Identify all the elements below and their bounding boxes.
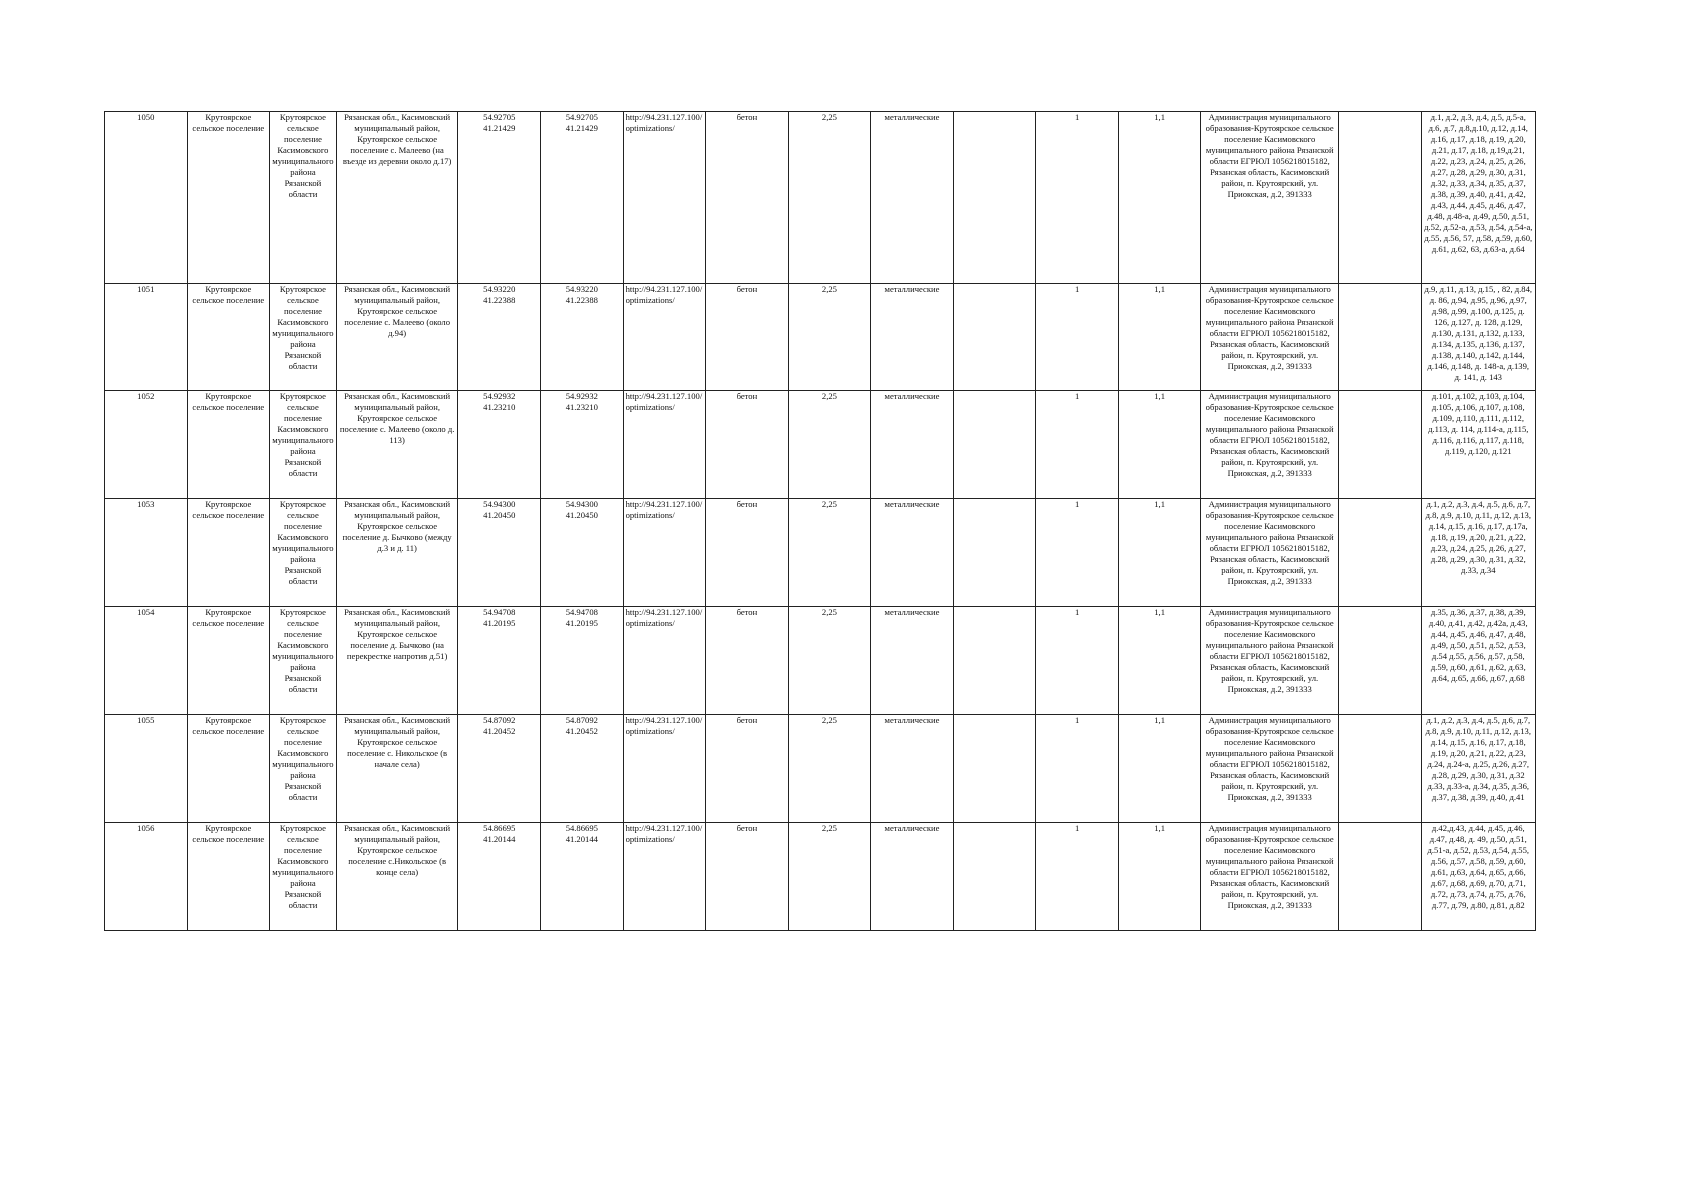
container-volume-cell: 1,1 — [1118, 284, 1201, 391]
container-count-cell: 1 — [1036, 112, 1119, 284]
settlement-cell: Крутоярское сельское поселение — [187, 391, 270, 499]
longitude: 41.20450 — [565, 510, 598, 520]
latitude: 54.87092 — [483, 715, 516, 725]
table-row — [105, 112, 1536, 284]
longitude: 41.20144 — [483, 834, 516, 844]
map-link[interactable]: http://94.231.127.100/optimizations/ — [623, 715, 706, 823]
table-row — [105, 715, 1536, 823]
owner-cell: Администрация муниципального образования-Крутоярское сельское поселение Касимовского муниципального района Рязанской области ЕГРЮЛ 1056218015182, Рязанская область, Касимовский район, п. Крутоярский, ул. Приокская, д.2, 391333 — [1201, 607, 1339, 715]
latitude: 54.92705 — [483, 112, 516, 122]
surface-cell: бетон — [706, 391, 789, 499]
municipality-cell: Крутоярское сельское поселение Касимовского муниципального района Рязанской области — [270, 284, 337, 391]
address-cell: Рязанская обл., Касимовский муниципальный район, Крутоярское сельское поселение с.Никольское (в конце села) — [336, 823, 458, 931]
surface-cell: бетон — [706, 499, 789, 607]
container-count-cell: 1 — [1036, 823, 1119, 931]
latitude: 54.93220 — [565, 284, 598, 294]
address-cell: Рязанская обл., Касимовский муниципальный район, Крутоярское сельское поселение с. Малеево (на въезде из деревни около д.17) — [336, 112, 458, 284]
sources-cell: д.1, д.2, д.3, д.4, д.5, д.6, д.7, д.8, д.9, д.10, д.11, д.12, д.13, д.14, д.15, д.16, д.17, д.18, д.19, д.20, д.21, д.22, д.23, д.24, д.24-а, д.25, д.26, д.27, д.28, д.29, д.30, д.31, д.32 д.33, д.33-а, д.34, д.35, д.36, д.37, д.38, д.39, д.40, д.41 — [1421, 715, 1535, 823]
container-type-cell: металлические — [871, 499, 954, 607]
longitude: 41.21429 — [565, 123, 598, 133]
longitude: 41.23210 — [565, 402, 598, 412]
latitude: 54.94708 — [483, 607, 516, 617]
municipality-cell: Крутоярское сельское поселение Касимовского муниципального района Рязанской области — [270, 391, 337, 499]
empty-cell — [1339, 284, 1422, 391]
coordinates-cell — [458, 499, 541, 607]
longitude: 41.22388 — [483, 295, 516, 305]
sources-cell: д.101, д.102, д.103, д.104, д.105, д.106, д.107, д.108, д.109, д.110, д.111, д.112, д.113, д. 114, д.114-а, д.115, д.116, д.116, д.117, д.118, д.119, д.120, д.121 — [1421, 391, 1535, 499]
owner-cell: Администрация муниципального образования-Крутоярское сельское поселение Касимовского муниципального района Рязанской области ЕГРЮЛ 1056218015182, Рязанская область, Касимовский район, п. Крутоярский, ул. Приокская, д.2, 391333 — [1201, 499, 1339, 607]
address-cell: Рязанская обл., Касимовский муниципальный район, Крутоярское сельское поселение д. Бычково (на перекрестке напротив д.51) — [336, 607, 458, 715]
empty-cell — [1339, 499, 1422, 607]
coordinates-cell-2 — [541, 607, 624, 715]
coordinates-cell — [458, 284, 541, 391]
settlement-cell: Крутоярское сельское поселение — [187, 823, 270, 931]
coordinates-cell-2 — [541, 823, 624, 931]
latitude: 54.87092 — [565, 715, 598, 725]
sources-cell: д.1, д.2, д.3, д.4, д.5, д.6, д.7, д.8, д.9, д.10, д.11, д.12, д.13, д.14, д.15, д.16, д.17, д.17а, д.18, д.19, д.20, д.21, д.22, д.23, д.24, д.25, д.26, д.27, д.28, д.29, д.30, д.31, д.32, д.33, д.34 — [1421, 499, 1535, 607]
municipality-cell: Крутоярское сельское поселение Касимовского муниципального района Рязанской области — [270, 112, 337, 284]
container-count-cell: 1 — [1036, 284, 1119, 391]
coordinates-cell-2 — [541, 499, 624, 607]
map-link[interactable]: http://94.231.127.100/optimizations/ — [623, 284, 706, 391]
coordinates-cell — [458, 112, 541, 284]
latitude: 54.93220 — [483, 284, 516, 294]
latitude: 54.92932 — [483, 391, 516, 401]
empty-cell — [953, 823, 1036, 931]
sources-cell: д.1, д.2, д.3, д.4, д.5, д.5-а, д.6, д.7, д.8,д.10, д.12, д.14, д.16, д.17, д.18, д.19, д.20, д.21, д.17, д.18, д.19,д.21, д.22, д.23, д.24, д.25, д.26, д.27, д.28, д.29, д.30, д.31, д.32, д.33, д.34, д.35, д.37, д.38, д.39, д.40, д.41, д.42, д.43, д.44, д.45, д.46, д.47, д.48, д.48-а, д.49, д.50, д.51, д.52, д.52-а, д.53, д.54, д.54-а, д.55, д.56, 57, д.58, д.59, д.60, д.61, д.62, 63, д.63-а, д.64 — [1421, 112, 1535, 284]
longitude: 41.20452 — [483, 726, 516, 736]
settlement-cell: Крутоярское сельское поселение — [187, 715, 270, 823]
latitude: 54.94300 — [483, 499, 516, 509]
table-row — [105, 607, 1536, 715]
longitude: 41.23210 — [483, 402, 516, 412]
container-type-cell: металлические — [871, 391, 954, 499]
longitude: 41.20195 — [565, 618, 598, 628]
table-row — [105, 823, 1536, 931]
owner-cell: Администрация муниципального образования-Крутоярское сельское поселение Касимовского муниципального района Рязанской области ЕГРЮЛ 1056218015182, Рязанская область, Касимовский район, п. Крутоярский, ул. Приокская, д.2, 391333 — [1201, 284, 1339, 391]
longitude: 41.21429 — [483, 123, 516, 133]
container-volume-cell: 1,1 — [1118, 823, 1201, 931]
longitude: 41.22388 — [565, 295, 598, 305]
surface-cell: бетон — [706, 715, 789, 823]
empty-cell — [1339, 391, 1422, 499]
area-cell: 2,25 — [788, 607, 871, 715]
latitude: 54.94300 — [565, 499, 598, 509]
row-id: 1050 — [105, 112, 188, 284]
map-link[interactable]: http://94.231.127.100/optimizations/ — [623, 112, 706, 284]
row-id: 1056 — [105, 823, 188, 931]
settlement-cell: Крутоярское сельское поселение — [187, 112, 270, 284]
sources-cell: д.42,д.43, д.44, д.45, д.46, д.47, д.48, д. 49, д.50, д.51, д.51-а, д.52, д.53, д.54, д.55, д.56, д.57, д.58, д.59, д.60, д.61, д.63, д.64, д.65, д.66, д.67, д.68, д.69, д.70, д.71, д.72, д.73, д.74, д.75, д.76, д.77, д.79, д.80, д.81, д.82 — [1421, 823, 1535, 931]
map-link[interactable]: http://94.231.127.100/optimizations/ — [623, 823, 706, 931]
container-count-cell: 1 — [1036, 391, 1119, 499]
owner-cell: Администрация муниципального образования-Крутоярское сельское поселение Касимовского муниципального района Рязанской области ЕГРЮЛ 1056218015182, Рязанская область, Касимовский район, п. Крутоярский, ул. Приокская, д.2, 391333 — [1201, 391, 1339, 499]
owner-cell: Администрация муниципального образования-Крутоярское сельское поселение Касимовского муниципального района Рязанской области ЕГРЮЛ 1056218015182, Рязанская область, Касимовский район, п. Крутоярский, ул. Приокская, д.2, 391333 — [1201, 823, 1339, 931]
sources-cell: д.9, д.11, д.13, д.15, , 82, д.84, д. 86, д.94, д.95, д.96, д.97, д.98, д.99, д.100, д.125, д. 126, д.127, д. 128, д.129, д.130, д.131, д.132, д.133, д.134, д.135, д.136, д.137, д.138, д.140, д.142, д.144, д.146, д.148, д. 148-а, д.139, д. 141, д. 143 — [1421, 284, 1535, 391]
row-id: 1051 — [105, 284, 188, 391]
container-type-cell: металлические — [871, 112, 954, 284]
area-cell: 2,25 — [788, 112, 871, 284]
empty-cell — [1339, 823, 1422, 931]
longitude: 41.20144 — [565, 834, 598, 844]
surface-cell: бетон — [706, 284, 789, 391]
owner-cell: Администрация муниципального образования-Крутоярское сельское поселение Касимовского муниципального района Рязанской области ЕГРЮЛ 1056218015182, Рязанская область, Касимовский район, п. Крутоярский, ул. Приокская, д.2, 391333 — [1201, 112, 1339, 284]
table-row — [105, 499, 1536, 607]
coordinates-cell-2 — [541, 391, 624, 499]
area-cell: 2,25 — [788, 391, 871, 499]
latitude: 54.94708 — [565, 607, 598, 617]
map-link[interactable]: http://94.231.127.100/optimizations/ — [623, 499, 706, 607]
address-cell: Рязанская обл., Касимовский муниципальный район, Крутоярское сельское поселение с. Малеево (около д. 113) — [336, 391, 458, 499]
coordinates-cell-2 — [541, 284, 624, 391]
empty-cell — [953, 499, 1036, 607]
address-cell: Рязанская обл., Касимовский муниципальный район, Крутоярское сельское поселение с. Никольское (в начале села) — [336, 715, 458, 823]
area-cell: 2,25 — [788, 284, 871, 391]
coordinates-cell — [458, 607, 541, 715]
container-count-cell: 1 — [1036, 499, 1119, 607]
surface-cell: бетон — [706, 112, 789, 284]
table-row — [105, 391, 1536, 499]
sources-cell: д.35, д.36, д.37, д.38, д.39, д.40, д.41, д.42, д.42а, д.43, д.44, д.45, д.46, д.47, д.48, д.49, д.50, д.51, д.52, д.53, д.54 д.55, д.56, д.57, д.58, д.59, д.60, д.61, д.62, д.63, д.64, д.65, д.66, д.67, д.68 — [1421, 607, 1535, 715]
empty-cell — [1339, 715, 1422, 823]
table-row — [105, 284, 1536, 391]
empty-cell — [953, 284, 1036, 391]
settlement-cell: Крутоярское сельское поселение — [187, 284, 270, 391]
row-id: 1055 — [105, 715, 188, 823]
container-volume-cell: 1,1 — [1118, 391, 1201, 499]
coordinates-cell-2 — [541, 112, 624, 284]
empty-cell — [953, 715, 1036, 823]
latitude: 54.86695 — [483, 823, 516, 833]
container-type-cell: металлические — [871, 284, 954, 391]
surface-cell: бетон — [706, 607, 789, 715]
coordinates-cell — [458, 823, 541, 931]
registry-table — [104, 111, 1536, 931]
longitude: 41.20195 — [483, 618, 516, 628]
settlement-cell: Крутоярское сельское поселение — [187, 499, 270, 607]
row-id: 1054 — [105, 607, 188, 715]
container-count-cell: 1 — [1036, 715, 1119, 823]
map-link[interactable]: http://94.231.127.100/optimizations/ — [623, 607, 706, 715]
empty-cell — [1339, 112, 1422, 284]
container-volume-cell: 1,1 — [1118, 715, 1201, 823]
municipality-cell: Крутоярское сельское поселение Касимовского муниципального района Рязанской области — [270, 823, 337, 931]
settlement-cell: Крутоярское сельское поселение — [187, 607, 270, 715]
address-cell: Рязанская обл., Касимовский муниципальный район, Крутоярское сельское поселение с. Малеево (около д.94) — [336, 284, 458, 391]
owner-cell: Администрация муниципального образования-Крутоярское сельское поселение Касимовского муниципального района Рязанской области ЕГРЮЛ 1056218015182, Рязанская область, Касимовский район, п. Крутоярский, ул. Приокская, д.2, 391333 — [1201, 715, 1339, 823]
map-link[interactable]: http://94.231.127.100/optimizations/ — [623, 391, 706, 499]
latitude: 54.86695 — [565, 823, 598, 833]
municipality-cell: Крутоярское сельское поселение Касимовского муниципального района Рязанской области — [270, 607, 337, 715]
address-cell: Рязанская обл., Касимовский муниципальный район, Крутоярское сельское поселение д. Бычково (между д.3 и д. 11) — [336, 499, 458, 607]
area-cell: 2,25 — [788, 823, 871, 931]
area-cell: 2,25 — [788, 715, 871, 823]
coordinates-cell — [458, 391, 541, 499]
coordinates-cell — [458, 715, 541, 823]
empty-cell — [953, 607, 1036, 715]
surface-cell: бетон — [706, 823, 789, 931]
municipality-cell: Крутоярское сельское поселение Касимовского муниципального района Рязанской области — [270, 715, 337, 823]
coordinates-cell-2 — [541, 715, 624, 823]
container-type-cell: металлические — [871, 607, 954, 715]
empty-cell — [953, 391, 1036, 499]
area-cell: 2,25 — [788, 499, 871, 607]
municipality-cell: Крутоярское сельское поселение Касимовского муниципального района Рязанской области — [270, 499, 337, 607]
container-count-cell: 1 — [1036, 607, 1119, 715]
container-volume-cell: 1,1 — [1118, 607, 1201, 715]
container-volume-cell: 1,1 — [1118, 112, 1201, 284]
longitude: 41.20450 — [483, 510, 516, 520]
empty-cell — [1339, 607, 1422, 715]
latitude: 54.92705 — [565, 112, 598, 122]
empty-cell — [953, 112, 1036, 284]
container-volume-cell: 1,1 — [1118, 499, 1201, 607]
longitude: 41.20452 — [565, 726, 598, 736]
container-type-cell: металлические — [871, 715, 954, 823]
latitude: 54.92932 — [565, 391, 598, 401]
container-type-cell: металлические — [871, 823, 954, 931]
row-id: 1053 — [105, 499, 188, 607]
row-id: 1052 — [105, 391, 188, 499]
